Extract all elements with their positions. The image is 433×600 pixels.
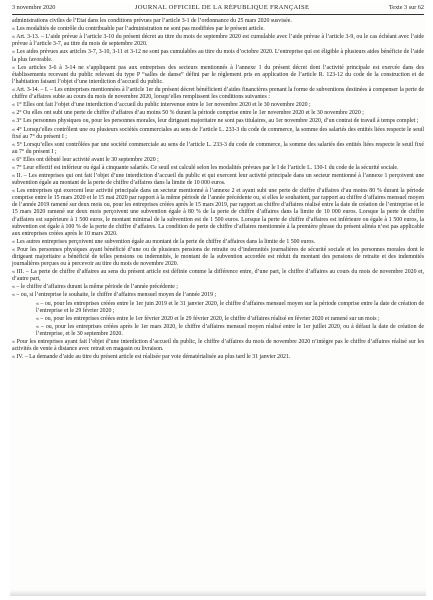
paragraph: administrations civiles de l’Etat dans les conditions prévues par l’article 3-1 de l’ordonnance du 25 mars 2020 susvisée. [12, 18, 292, 24]
paragraph: « II. – Les entreprises qui ont fait l’objet d’une interdiction d’accueil du public et qui exercent leur activité principale dans un secteur mentionné à l’annexe 1 perçoivent une subvention égale au montant de la perte de chiffre d’affaires dans la limite de 10 000 euros. [12, 173, 424, 187]
document-body [10, 18, 426, 361]
paragraph: « Les aides prévues aux articles 3-7, 3-10, 3-11 et 3-12 ne sont pas cumulables au titre du mois d’octobre 2020. L’entreprise qui est éligible à plusieurs aides bénéficie de l’aide la plus favorable. [12, 49, 424, 63]
paragraph: « 3° Les personnes physiques ou, pour les personnes morales, leur dirigeant majoritaire ne sont pas titulaires, au 1er novembre 2020, d’un contrat de travail à temps complet ; [12, 118, 419, 125]
page-header [10, 4, 426, 14]
paragraph: « 6° Elles ont débuté leur activité avant le 30 septembre 2020 ; [12, 156, 159, 163]
paragraph: « Les modalités de contrôle du contribuable par l’administration ne sont pas modifiées par le présent article. [12, 26, 265, 33]
paragraph: « – ou, si l’entreprise le souhaite, le chiffre d’affaires mensuel moyen de l’année 2019 ; [12, 292, 217, 299]
paragraph: « III. – La perte de chiffre d’affaires au sens du présent article est définie comme la différence entre, d’une part, le chiffre d’affaires au cours du mois de novembre 2020 et, d’autre part, [12, 269, 424, 283]
header-page-ref: Texte 3 sur 62 [388, 4, 424, 11]
paragraph: « 1° Elles ont fait l’objet d’une interdiction d’accueil du public intervenue entre le 1er novembre 2020 et le 30 novembre 2020 ; [12, 102, 311, 109]
header-date: 3 novembre 2020 [12, 4, 56, 11]
paragraph: « Pour les personnes physiques ayant bénéficié d’une ou de plusieurs pensions de retraite ou d’indemnités journalières de sécurité sociale et les personnes morales dont le dirigeant majoritaire a bénéficié de telles pensions ou indemnités, le montant de la subvention accordée est réduit du montant des pensions de retraite et des indemnités journalières perçues ou à percevoir au titre du mois de novembre 2020. [12, 246, 424, 267]
paragraph: « IV. – La demande d’aide au titre du présent article est réalisée par voie dématérialisée au plus tard le 31 janvier 2021. [12, 354, 291, 361]
paragraph: « Les entreprises qui exercent leur activité principale dans un secteur mentionné à l’annexe 2 et ayant subi une perte de chiffre d’affaires d’au moins 80 % durant la période comprise entre le 15 mars 2020 et le 15 mai 2020 par rapport à la même période de l’année précédente ou, si elles le souhaitent, par rapport au chiffre d’affaires mensuel moyen de l’année 2019 ramené sur deux mois ou, pour les entreprises créées après le 15 mars 2019, par rapport au chiffre d’affaires réalisé entre la date de création de l’entreprise et le 15 mars 2020 ramené sur deux mois perçoivent une subvention égale à 80 % de la perte de chiffre d’affaires dans la limite de 10 000 euros. Lorsque la perte de chiffre d’affaires est supérieure à 1 500 euros, le montant minimal de la subvention est de 1 500 euros. Lorsque la perte de chiffre d’affaires est inférieure ou égale à 1 500 euros, la subvention est égale à 100 % de la perte de chiffre d’affaires. La condition de perte de chiffre d’affaires mentionnée à la première phrase du présent alinéa n’est pas applicable aux entreprises créées après le 10 mars 2020. [12, 188, 424, 237]
document-page [10, 4, 426, 596]
paragraph: « – ou, pour les entreprises créées entre le 1er février 2020 et le 29 février 2020, le chiffre d’affaires réalisé en février 2020 et ramené sur un mois ; [36, 315, 380, 322]
paragraph: « 4° Lorsqu’elles contrôlent une ou plusieurs sociétés commerciales au sens de l’article L. 233-3 du code de commerce, la somme des salariés des entités liées respecte le seuil fixé au 7° du présent I ; [12, 126, 424, 140]
paragraph: « Les autres entreprises perçoivent une subvention égale au montant de la perte de chiffre d’affaires dans la limite de 1 500 euros. [12, 238, 316, 245]
paragraph: « Pour les entreprises ayant fait l’objet d’une interdiction d’accueil du public, le chiffre d’affaires du mois de novembre 2020 n’intègre pas le chiffre d’affaires réalisé sur les activités de vente à distance avec retrait en magasin ou livraison. [12, 339, 424, 353]
header-journal-title: JOURNAL OFFICIEL DE LA RÉPUBLIQUE FRANÇAISE [134, 4, 310, 11]
paragraph: « 5° Lorsqu’elles sont contrôlées par une société commerciale au sens de l’article L. 233-3 du code de commerce, la somme des salariés des entités liées respecte le seuil fixé au 7° du présent I ; [12, 141, 424, 155]
paragraph: « Art. 3-13. – L’aide prévue à l’article 3-10 du présent décret au titre du mois de septembre 2020 est cumulable avec l’aide prévue à l’article 3-9, ou le cas échéant avec l’aide prévue à l’article 3-7, au titre du mois de septembre 2020. [12, 34, 424, 48]
paragraph: « Art. 3-14. – I. – Les entreprises mentionnées à l’article 1er du présent décret bénéficient d’aides financières prenant la forme de subventions destinées à compenser la perte de chiffre d’affaires subie au cours du mois de novembre 2020, lorsqu’elles remplissent les conditions suivantes : [12, 86, 424, 100]
paragraph: « – ou, pour les entreprises créées entre le 1er juin 2019 et le 31 janvier 2020, le chiffre d’affaires mensuel moyen sur la période comprise entre la date de création de l’entreprise et le 29 février 2020 ; [36, 300, 424, 314]
paragraph: « 2° Ou elles ont subi une perte de chiffre d’affaires d’au moins 50 % durant la période comprise entre le 1er novembre 2020 et le 30 novembre 2020 ; [12, 110, 364, 117]
paragraph: « Les articles 3-6 à 3-14 ne s’appliquent pas aux entreprises des secteurs mentionnés à l’annexe 1 du présent décret dont l’activité principale est exercée dans des établissements recevant du public relevant du type P “salles de danse” défini par le règlement pris en application de l’article R. 123-12 du code de la construction et de l’habitation faisant l’objet d’une interdiction d’accueil du public. [12, 64, 424, 85]
paragraph: « 7° Leur effectif est inférieur ou égal à cinquante salariés. Ce seuil est calculé selon les modalités prévues par le I de l’article L. 130-1 du code de la sécurité sociale. [12, 165, 399, 172]
page-bottom-shadow [10, 590, 426, 596]
paragraph: « – ou, pour les entreprises créées après le 1er mars 2020, le chiffre d’affaires mensuel moyen réalisé entre le 1er juillet 2020, ou à défaut la date de création de l’entreprise, et le 30 septembre 2020. [36, 323, 424, 337]
header-rule [12, 14, 424, 15]
paragraph: « – le chiffre d’affaires durant la même période de l’année précédente ; [12, 284, 178, 291]
